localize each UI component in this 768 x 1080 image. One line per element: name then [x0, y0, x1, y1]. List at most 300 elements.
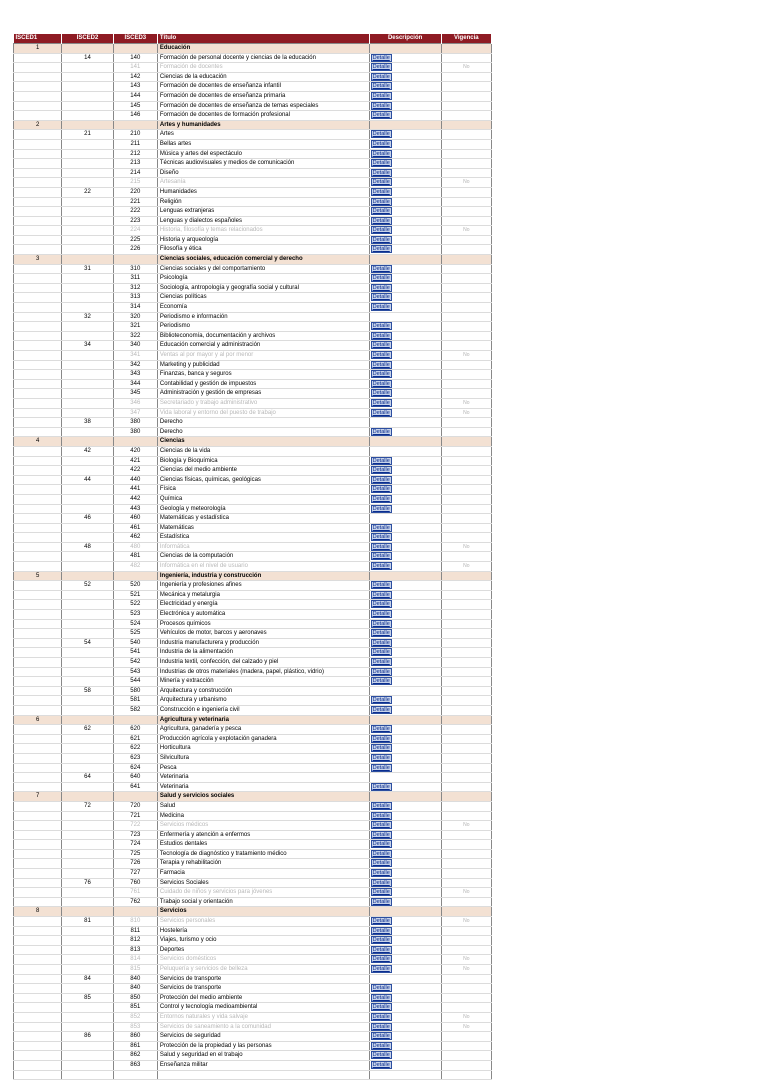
vigencia-cell: [441, 1060, 491, 1070]
table-row: [14, 667, 492, 677]
isced3-cell: 380: [113, 418, 157, 428]
group-title-cell: Educación: [157, 44, 369, 54]
isced2-cell: [62, 562, 113, 572]
detail-link[interactable]: Detalle: [372, 208, 390, 215]
detail-link[interactable]: Detalle: [372, 802, 390, 809]
vigencia-cell: [441, 456, 491, 466]
isced1-cell: [14, 1032, 62, 1042]
table-row: [14, 283, 492, 293]
detail-link[interactable]: Detalle: [372, 697, 390, 704]
isced1-cell: [14, 869, 62, 879]
detail-link[interactable]: Detalle: [372, 179, 390, 186]
isced2-cell: [62, 494, 113, 504]
table-row: [14, 945, 492, 955]
isced1-cell: [14, 389, 62, 399]
detail-link[interactable]: Detalle: [372, 678, 390, 685]
isced1-cell: [14, 859, 62, 869]
description-cell: [369, 418, 441, 428]
description-cell: [369, 917, 441, 927]
detail-link[interactable]: Detalle: [372, 1052, 390, 1059]
table-row: [14, 159, 492, 169]
title-cell: Servicios Sociales: [157, 878, 369, 888]
isced1-cell: [14, 370, 62, 380]
detail-link[interactable]: Detalle: [372, 495, 390, 502]
table-row: [14, 494, 492, 504]
detail-link[interactable]: Detalle: [372, 371, 390, 378]
title-cell: Veterinaria: [157, 773, 369, 783]
title-cell: Formación de personal docente y ciencias de la educación: [157, 53, 369, 63]
description-cell: [369, 523, 441, 533]
isced1-cell: [14, 475, 62, 485]
detail-link[interactable]: Detalle: [372, 783, 390, 790]
isced1-cell: [14, 1041, 62, 1051]
isced2-cell: 72: [62, 801, 113, 811]
detail-link[interactable]: Detalle: [372, 937, 390, 944]
table-row: [14, 658, 492, 668]
isced3-cell: 481: [113, 552, 157, 562]
detail-link[interactable]: Detalle: [372, 956, 390, 963]
detail-link[interactable]: Detalle: [372, 217, 390, 224]
detail-link[interactable]: Detalle: [372, 390, 390, 397]
description-cell: [369, 571, 441, 581]
table-row: [14, 619, 492, 629]
isced3-cell: 720: [113, 801, 157, 811]
description-cell: [369, 130, 441, 140]
detail-link[interactable]: Detalle: [372, 486, 390, 493]
isced3-cell: 482: [113, 562, 157, 572]
detail-link[interactable]: Detalle: [372, 304, 390, 311]
detail-link[interactable]: Detalle: [372, 457, 390, 464]
description-cell: [369, 341, 441, 351]
table-row: [14, 341, 492, 351]
detail-link[interactable]: Detalle: [372, 284, 390, 291]
isced2-cell: 84: [62, 974, 113, 984]
detail-link[interactable]: Detalle: [372, 73, 390, 80]
vigencia-cell: [441, 917, 491, 927]
isced3-cell: 460: [113, 514, 157, 524]
isced2-cell: [62, 753, 113, 763]
description-cell: [369, 1060, 441, 1070]
detail-link[interactable]: Detalle: [372, 630, 390, 637]
description-cell: [369, 533, 441, 543]
group-title-cell: Ingeniería, industria y construcción: [157, 571, 369, 581]
description-cell: [369, 581, 441, 591]
title-cell: Deportes: [157, 945, 369, 955]
isced1-cell: [14, 408, 62, 418]
vigencia-cell: [441, 753, 491, 763]
isced1-cell: [14, 149, 62, 159]
description-cell: [369, 63, 441, 73]
isced2-cell: 21: [62, 130, 113, 140]
vigencia-cell: [441, 274, 491, 284]
detail-link[interactable]: Detalle: [372, 563, 390, 570]
detail-link[interactable]: Detalle: [372, 169, 390, 176]
detail-link[interactable]: Detalle: [372, 601, 390, 608]
table-row: [14, 370, 492, 380]
header-description: Descripción: [369, 34, 441, 44]
isced2-cell: [62, 91, 113, 101]
detail-link[interactable]: Detalle: [372, 918, 390, 925]
table-row: [14, 763, 492, 773]
detail-link[interactable]: Detalle: [372, 620, 390, 627]
detail-link[interactable]: Detalle: [372, 582, 390, 589]
header-row: [14, 34, 492, 44]
table-row: [14, 955, 492, 965]
detail-link[interactable]: Detalle: [372, 649, 390, 656]
detail-link[interactable]: Detalle: [372, 294, 390, 301]
isced1-cell: 1: [14, 44, 62, 54]
isced2-cell: [62, 274, 113, 284]
detail-link[interactable]: Detalle: [372, 246, 390, 253]
vigencia-cell: [441, 840, 491, 850]
description-cell: [369, 1041, 441, 1051]
detail-link[interactable]: Detalle: [372, 812, 390, 819]
description-cell: [369, 638, 441, 648]
description-cell: [369, 351, 441, 361]
table-row: [14, 139, 492, 149]
description-cell: [369, 398, 441, 408]
vigencia-cell: [441, 1032, 491, 1042]
isced2-cell: [62, 245, 113, 255]
detail-link[interactable]: Detalle: [372, 83, 390, 90]
detail-link[interactable]: Detalle: [372, 236, 390, 243]
description-cell: [369, 178, 441, 188]
isced3-cell: 540: [113, 638, 157, 648]
vigencia-cell: [441, 91, 491, 101]
vigencia-cell: [441, 715, 491, 725]
detail-link[interactable]: Detalle: [372, 706, 390, 713]
detail-link[interactable]: Detalle: [372, 332, 390, 339]
isced2-cell: 22: [62, 187, 113, 197]
vigencia-no-label: No: [463, 1023, 470, 1030]
isced1-cell: [14, 619, 62, 629]
vigencia-cell: [441, 705, 491, 715]
title-cell: Peluquería y servicios de belleza: [157, 965, 369, 975]
isced3-cell: 314: [113, 303, 157, 313]
description-cell: [369, 705, 441, 715]
detail-link[interactable]: Detalle: [372, 112, 390, 119]
detail-link[interactable]: Detalle: [372, 966, 390, 972]
vigencia-cell: [441, 53, 491, 63]
isced3-cell: 145: [113, 101, 157, 111]
isced3-cell: 853: [113, 1022, 157, 1032]
vigencia-cell: [441, 82, 491, 92]
detail-link[interactable]: Detalle: [372, 1023, 390, 1030]
description-cell: [369, 360, 441, 370]
title-cell: Música y artes del espectáculo: [157, 149, 369, 159]
detail-link[interactable]: Detalle: [372, 754, 390, 761]
isced1-cell: [14, 849, 62, 859]
isced3-cell: 542: [113, 658, 157, 668]
description-cell: [369, 648, 441, 658]
vigencia-cell: [441, 830, 491, 840]
detail-link[interactable]: Detalle: [372, 323, 390, 330]
detail-link[interactable]: Detalle: [372, 870, 390, 877]
description-cell: [369, 610, 441, 620]
table-row: [14, 514, 492, 524]
isced3-cell: 146: [113, 111, 157, 121]
detail-link[interactable]: Detalle: [372, 841, 390, 848]
detail-link[interactable]: Detalle: [372, 1033, 390, 1040]
isced1-cell: [14, 418, 62, 428]
isced3-cell: 814: [113, 955, 157, 965]
title-cell: Artes: [157, 130, 369, 140]
detail-link[interactable]: Detalle: [372, 898, 390, 905]
detail-link[interactable]: Detalle: [372, 1013, 390, 1020]
title-cell: Arquitectura y construcción: [157, 686, 369, 696]
isced3-cell: 524: [113, 619, 157, 629]
detail-link[interactable]: Detalle: [372, 659, 390, 665]
detail-link[interactable]: Detalle: [372, 467, 390, 474]
description-cell: [369, 408, 441, 418]
detail-link[interactable]: Detalle: [372, 275, 390, 282]
detail-link[interactable]: Detalle: [372, 505, 390, 512]
title-cell: Formación de docentes de enseñanza de temas especiales: [157, 101, 369, 111]
detail-link[interactable]: Detalle: [372, 611, 390, 618]
isced3-cell: 321: [113, 322, 157, 332]
detail-link[interactable]: Detalle: [372, 409, 390, 416]
isced3-cell: 840: [113, 984, 157, 994]
isced1-cell: [14, 840, 62, 850]
vigencia-cell: [441, 331, 491, 341]
isced2-cell: [62, 283, 113, 293]
table-row: [14, 485, 492, 495]
title-cell: Educación comercial y administración: [157, 341, 369, 351]
isced2-cell: [62, 888, 113, 898]
description-cell: [369, 590, 441, 600]
isced2-cell: [62, 821, 113, 831]
isced3-cell: 310: [113, 264, 157, 274]
description-cell: [369, 226, 441, 236]
isced2-cell: [62, 1012, 113, 1022]
detail-link[interactable]: Detalle: [372, 265, 390, 272]
vigencia-cell: [441, 120, 491, 130]
group-title-cell: Salud y servicios sociales: [157, 792, 369, 802]
detail-link[interactable]: Detalle: [372, 54, 390, 61]
isced2-cell: [62, 293, 113, 303]
detail-link[interactable]: Detalle: [372, 985, 390, 992]
vigencia-cell: [441, 590, 491, 600]
description-cell: [369, 869, 441, 879]
detail-link[interactable]: Detalle: [372, 946, 390, 953]
vigencia-cell: [441, 216, 491, 226]
isced2-cell: [62, 926, 113, 936]
table-row: [14, 408, 492, 418]
isced1-cell: [14, 725, 62, 735]
description-cell: [369, 562, 441, 572]
vigencia-cell: [441, 926, 491, 936]
group-title-cell: Artes y humanidades: [157, 120, 369, 130]
table-row: [14, 581, 492, 591]
title-cell: Salud y seguridad en el trabajo: [157, 1051, 369, 1061]
detail-link[interactable]: Detalle: [372, 150, 390, 157]
isced1-cell: [14, 686, 62, 696]
vigencia-cell: [441, 255, 491, 265]
detail-link[interactable]: Detalle: [372, 188, 390, 195]
isced1-cell: [14, 696, 62, 706]
isced1-cell: [14, 897, 62, 907]
detail-link[interactable]: Detalle: [372, 534, 390, 541]
detail-link[interactable]: Detalle: [372, 140, 390, 147]
title-cell: Artesanía: [157, 178, 369, 188]
isced2-cell: [62, 82, 113, 92]
isced1-cell: [14, 446, 62, 456]
detail-link[interactable]: Detalle: [372, 745, 390, 752]
isced3-cell: 340: [113, 341, 157, 351]
table-row: [14, 351, 492, 361]
vigencia-cell: [441, 648, 491, 658]
isced1-cell: [14, 1070, 62, 1080]
detail-link[interactable]: Detalle: [372, 476, 390, 483]
vigencia-no-label: No: [463, 889, 470, 896]
vigencia-cell: [441, 562, 491, 572]
isced3-cell: 520: [113, 581, 157, 591]
detail-link[interactable]: Detalle: [372, 879, 390, 886]
table-row: [14, 562, 492, 572]
detail-link[interactable]: Detalle: [372, 735, 390, 742]
detail-link[interactable]: Detalle: [372, 543, 390, 550]
isced3-cell: [113, 44, 157, 54]
table-row: [14, 130, 492, 140]
detail-link[interactable]: Detalle: [372, 342, 390, 349]
title-cell: Periodismo: [157, 322, 369, 332]
detail-link[interactable]: Detalle: [372, 831, 390, 838]
isced2-cell: [62, 955, 113, 965]
description-cell: [369, 811, 441, 821]
detail-link[interactable]: Detalle: [372, 726, 390, 733]
isced3-cell: 225: [113, 235, 157, 245]
isced2-cell: [62, 1003, 113, 1013]
table-row: [14, 379, 492, 389]
detail-link[interactable]: Detalle: [372, 64, 390, 71]
description-cell: [369, 466, 441, 476]
isced1-cell: [14, 638, 62, 648]
title-cell: Terapia y rehabilitación: [157, 859, 369, 869]
detail-link[interactable]: Detalle: [372, 860, 390, 867]
detail-link[interactable]: Detalle: [372, 591, 390, 598]
isced2-cell: [62, 351, 113, 361]
detail-link[interactable]: Detalle: [372, 889, 390, 896]
isced3-cell: 142: [113, 72, 157, 82]
isced2-cell: [62, 322, 113, 332]
description-cell: [369, 44, 441, 54]
vigencia-cell: [441, 869, 491, 879]
detail-link[interactable]: Detalle: [372, 994, 390, 1001]
detail-link[interactable]: Detalle: [372, 1061, 390, 1068]
detail-link[interactable]: Detalle: [372, 1004, 390, 1011]
table-row: [14, 696, 492, 706]
isced1-cell: [14, 984, 62, 994]
isced1-cell: [14, 917, 62, 927]
isced1-cell: [14, 427, 62, 437]
isced3-cell: 462: [113, 533, 157, 543]
detail-link[interactable]: Detalle: [372, 198, 390, 205]
title-cell: Ciencias de la computación: [157, 552, 369, 562]
detail-link[interactable]: Detalle: [372, 102, 390, 109]
isced1-cell: [14, 360, 62, 370]
isced3-cell: [113, 255, 157, 265]
isced3-cell: 582: [113, 705, 157, 715]
table-row: [14, 456, 492, 466]
detail-link[interactable]: Detalle: [372, 553, 390, 560]
description-cell: [369, 245, 441, 255]
isced1-cell: [14, 581, 62, 591]
isced3-cell: 840: [113, 974, 157, 984]
isced1-cell: [14, 72, 62, 82]
detail-link[interactable]: Detalle: [372, 822, 390, 829]
table-row: [14, 82, 492, 92]
detail-link[interactable]: Detalle: [372, 850, 390, 857]
isced1-cell: [14, 1051, 62, 1061]
detail-link[interactable]: Detalle: [372, 399, 390, 406]
isced1-cell: [14, 216, 62, 226]
vigencia-cell: [441, 485, 491, 495]
detail-link[interactable]: Detalle: [372, 160, 390, 167]
title-cell: Control y tecnología medioambiental: [157, 1003, 369, 1013]
group-row: [14, 907, 492, 917]
detail-link[interactable]: Detalle: [372, 380, 390, 387]
isced1-cell: [14, 485, 62, 495]
table-row: [14, 1041, 492, 1051]
isced3-cell: 861: [113, 1041, 157, 1051]
isced3-cell: 422: [113, 466, 157, 476]
description-cell: [369, 485, 441, 495]
detail-link[interactable]: Detalle: [372, 227, 390, 234]
description-cell: [369, 945, 441, 955]
detail-link[interactable]: Detalle: [372, 352, 390, 358]
title-cell: Entornos naturales y vida salvaje: [157, 1012, 369, 1022]
detail-link[interactable]: Detalle: [372, 1042, 390, 1049]
isced3-cell: 525: [113, 629, 157, 639]
vigencia-cell: [441, 466, 491, 476]
vigencia-cell: [441, 600, 491, 610]
vigencia-cell: [441, 63, 491, 73]
vigencia-cell: [441, 801, 491, 811]
isced2-cell: [62, 600, 113, 610]
isced2-cell: [62, 139, 113, 149]
group-row: [14, 44, 492, 54]
description-cell: [369, 120, 441, 130]
title-cell: Economía: [157, 303, 369, 313]
isced3-cell: 342: [113, 360, 157, 370]
isced1-cell: [14, 379, 62, 389]
detail-link[interactable]: Detalle: [372, 927, 390, 934]
isced2-cell: [62, 715, 113, 725]
detail-link[interactable]: Detalle: [372, 361, 390, 368]
isced3-cell: 521: [113, 590, 157, 600]
isced3-cell: 726: [113, 859, 157, 869]
detail-link[interactable]: Detalle: [372, 639, 390, 646]
detail-link[interactable]: Detalle: [372, 131, 390, 138]
vigencia-cell: [441, 821, 491, 831]
description-cell: [369, 101, 441, 111]
detail-link[interactable]: Detalle: [372, 668, 390, 675]
vigencia-cell: [441, 542, 491, 552]
detail-link[interactable]: Detalle: [372, 428, 390, 435]
detail-link[interactable]: Detalle: [372, 764, 390, 771]
isced3-cell: 721: [113, 811, 157, 821]
vigencia-cell: [441, 408, 491, 418]
vigencia-cell: [441, 734, 491, 744]
description-cell: [369, 389, 441, 399]
isced1-cell: [14, 533, 62, 543]
vigencia-cell: [441, 936, 491, 946]
detail-link[interactable]: Detalle: [372, 524, 390, 531]
isced2-cell: [62, 1041, 113, 1051]
detail-link[interactable]: Detalle: [372, 92, 390, 99]
description-cell: [369, 542, 441, 552]
isced2-cell: [62, 629, 113, 639]
